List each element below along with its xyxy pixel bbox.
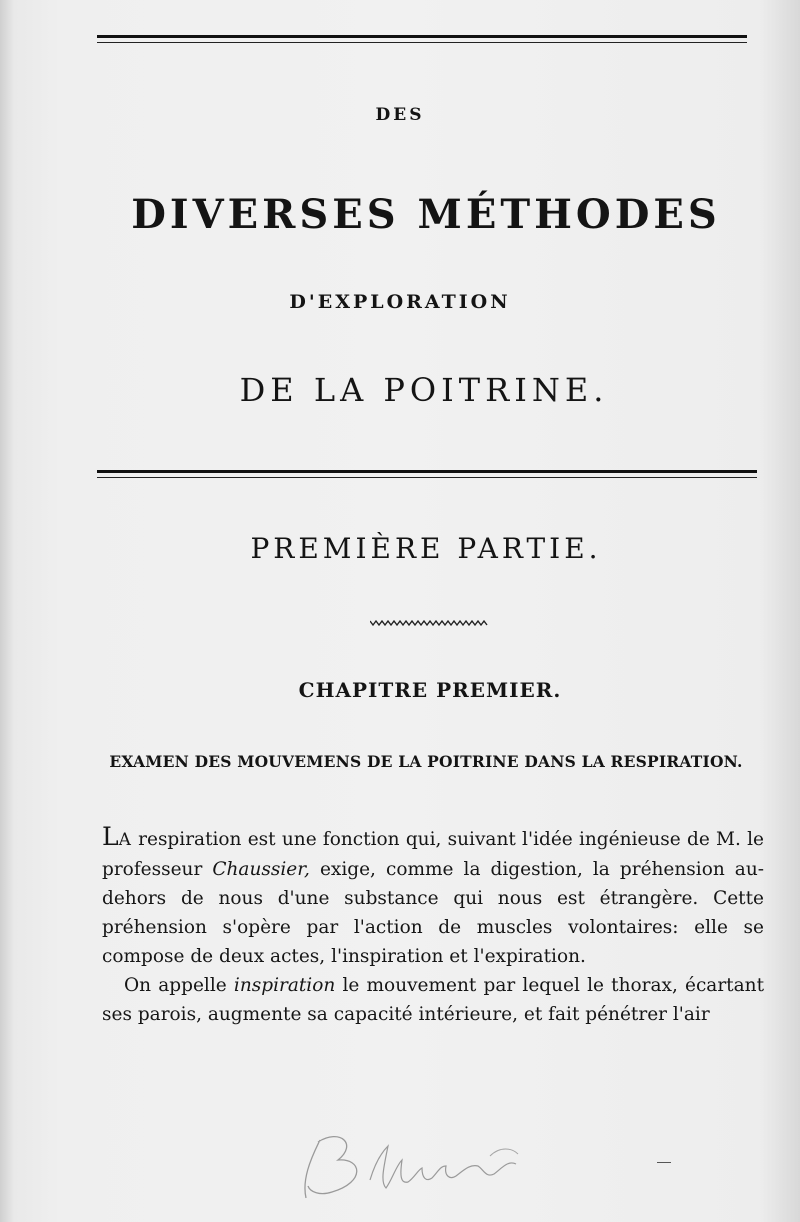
dropcap: L xyxy=(102,822,119,851)
title-des: DES xyxy=(375,105,425,125)
title-main: DIVERSES MÉTHODES xyxy=(131,191,721,238)
p2-italic-term: inspiration xyxy=(233,975,336,996)
p1-text-2: exige, comme la digestion, la préhension au-dehors de nous d'une substance qui nous est étrangère. Cette préhension s'opère par l'action de muscles volontaires: elle se compose de deux actes, l'inspiration et l'expiration. xyxy=(102,859,764,967)
margin-dash xyxy=(657,1162,671,1163)
part-title: PREMIÈRE PARTIE. xyxy=(250,532,602,565)
top-double-rule-thin xyxy=(97,42,747,43)
p2-text-1: On appelle xyxy=(124,975,234,996)
paragraph-1 xyxy=(102,822,764,971)
p1-text-1: respiration est une fonction qui, suivant l'idée ingénieuse de M. le professeur xyxy=(102,829,764,880)
chapter-title: CHAPITRE PREMIER. xyxy=(298,678,562,702)
top-double-rule xyxy=(97,35,747,38)
p1-italic-name: Chaussier, xyxy=(212,859,310,880)
body-text xyxy=(102,822,764,1029)
section-double-rule-thin xyxy=(97,477,757,478)
title-end: DE LA POITRINE. xyxy=(239,371,609,409)
chapter-heading: EXAMEN DES MOUVEMENS DE LA POITRINE DANS LA RESPIRATION. xyxy=(109,752,743,771)
squiggle-ornament xyxy=(370,618,488,628)
section-double-rule xyxy=(97,470,757,473)
handwritten-signature xyxy=(280,1120,540,1210)
title-subtitle: D'EXPLORATION xyxy=(289,291,511,313)
p2-text-2: le mouvement par lequel le thorax, écartant ses parois, augmente sa capacité intérieure, et fait pénétrer l'air xyxy=(102,975,764,1025)
paragraph-2 xyxy=(102,971,764,1029)
small-cap: A xyxy=(118,830,132,850)
